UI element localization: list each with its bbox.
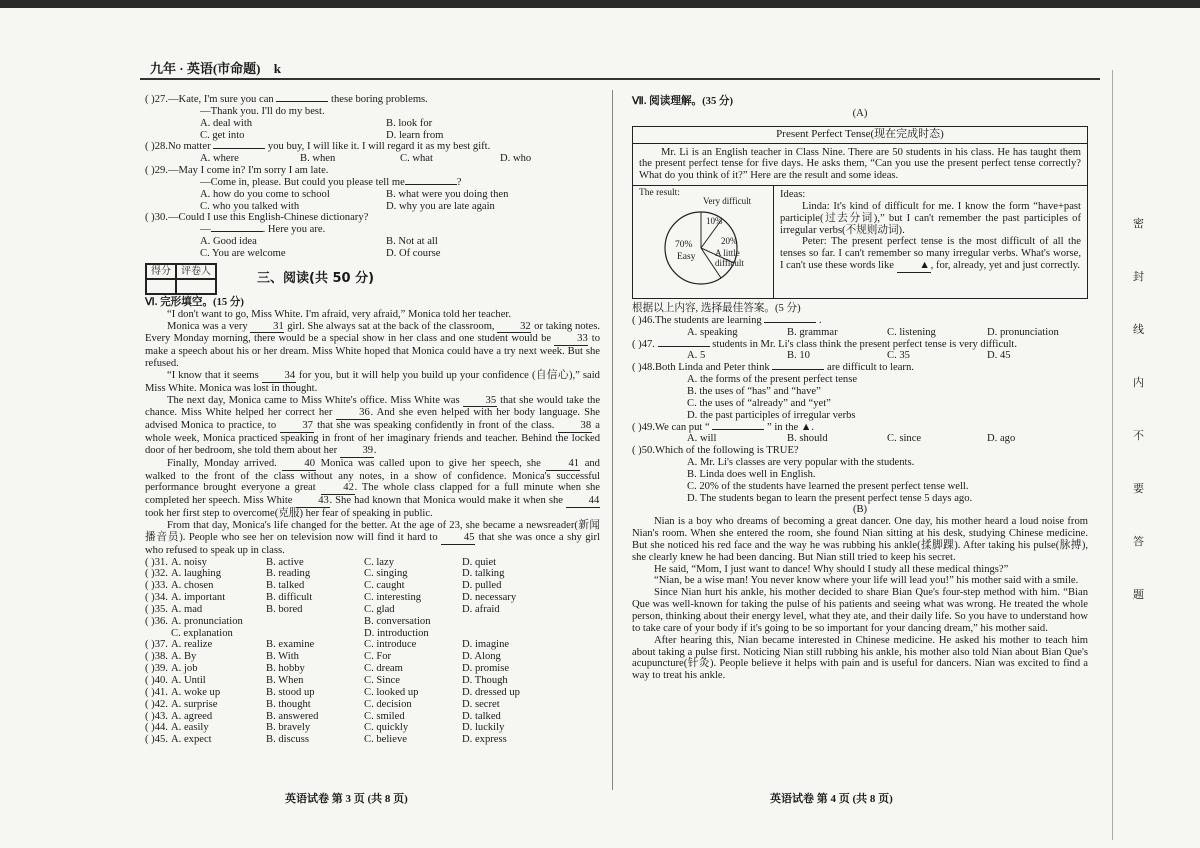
- answer-choice[interactable]: A. surprise: [171, 698, 218, 710]
- answer-choice[interactable]: C. the uses of “already” and “yet”: [687, 397, 831, 409]
- answer-choice[interactable]: B. active: [266, 556, 304, 568]
- answer-choice[interactable]: A. woke up: [171, 686, 221, 698]
- option-row: [145, 557, 600, 569]
- info-box: Present Perfect Tense(现在完成时态) Mr. Li is an English teacher in Class Nine. There are 50 students in his class. He has taught them the present perfect tense for five days. He asks them, “Can you use the present perfect tense correctly? What do you think of it?” Here are the result and some ideas. The result: Very difficult 10% 20% A little difficult 70% Easy Ideas: Linda: It's kind of difficult for me. I know the form “have+past participle(过去分词),” but I can't remember the past participles of irregular verbs(不规则动词). Peter: The present perfect tense is the most difficult of all the tenses so far. I can't remember so many irregular verbs. What's worse, I can't use these words like ▲, for, already, yet and just correctly.: [632, 126, 1088, 299]
- answer-blank[interactable]: [772, 369, 824, 370]
- answer-choice[interactable]: A. the forms of the present perfect tense: [687, 374, 858, 386]
- question-number: ( )31.: [145, 556, 168, 568]
- question-28: ( )28.No matter you buy, I will like it. I will regard it as my best gift. A. where B. when C. what D. who: [145, 141, 532, 165]
- scan-edge: [0, 0, 1200, 8]
- answer-choice[interactable]: [462, 616, 600, 628]
- answer-choice[interactable]: B. With: [266, 651, 299, 663]
- answer-choice[interactable]: D. ago: [987, 433, 1016, 445]
- answer-choice[interactable]: D. afraid: [462, 603, 500, 615]
- question-number: ( )32.: [145, 568, 168, 580]
- answer-choice[interactable]: A. mad: [171, 603, 203, 615]
- header-code: k: [273, 61, 281, 76]
- answer-choice[interactable]: D. Along: [462, 651, 501, 663]
- answer-choice[interactable]: D. talking: [462, 568, 505, 580]
- answer-choice[interactable]: A. chosen: [171, 580, 214, 592]
- answer-choice[interactable]: [266, 628, 364, 640]
- answer-choice[interactable]: C. glad: [364, 603, 395, 615]
- answer-choice[interactable]: D. 45: [987, 350, 1011, 362]
- seal-char: 封: [1133, 270, 1144, 283]
- cloze-options: [145, 557, 600, 747]
- reading-question: ( )48.Both Linda and Peter think are difficult to learn. A. the forms of the present perfect tense B. the uses of “has” and “have” C. the uses of “already” and “yet” D. the past participles of irregular verbs: [632, 362, 1088, 421]
- answer-choice[interactable]: B. stood up: [266, 686, 315, 698]
- answer-choice[interactable]: C. introduce: [364, 639, 417, 651]
- answer-choice[interactable]: C. 35: [887, 350, 910, 362]
- question-number: [145, 628, 171, 640]
- answer-choice[interactable]: C. lazy: [364, 556, 395, 568]
- reading-question: ( )50.Which of the following is TRUE? A. Mr. Li's classes are very popular with the students. B. Linda does well in English. C. 20% of the students have learned the present perfect tense well. D. The students began to learn the present perfect tense 5 days ago.: [632, 445, 1088, 504]
- answer-choice[interactable]: A. easily: [171, 722, 209, 734]
- section-header: [145, 263, 600, 295]
- answer-blank[interactable]: [405, 184, 457, 185]
- option-row: [145, 675, 600, 687]
- page-header: [140, 58, 281, 77]
- answer-choice[interactable]: D. quiet: [462, 556, 497, 568]
- answer-choice[interactable]: C. singing: [364, 568, 408, 580]
- answer-choice[interactable]: C. interesting: [364, 592, 422, 604]
- answer-choice[interactable]: A. By: [171, 651, 197, 663]
- answer-choice[interactable]: B. examine: [266, 639, 315, 651]
- cloze-section: Ⅵ. 完形填空。(15 分) “I don't want to go, Miss White. I'm afraid, very afraid,” Monica told her teacher. Monica was a very 31 girl. She always sat at the back of the classroom, 32 or taking notes. Every Monday morning, there would be a special show in her class and one student would be 33 to make a speech about his or her dream. Miss White hoped that Monica could have a try next week. But she refused. “I know that it seems 34 for you, but it will help you build up your confidence (自信心),” said Miss White. Monica was lost in thought. The next day, Monica came to Miss White's office. Miss White was 35 that she would take the chance. Miss White helped her correct her 36. And she even helped with her body language. She advised Monica to practice, to 37 that she was speaking confidently in front of the class. 38 a whole week, Monica practiced speaking in front of her imaginary friends and teacher. Behind the locked door of her bedroom, she told them about her 39. Finally, Monday arrived. 40 Monica was called upon to give her speech, she 41 and walked to the front of the class without any notes, in a show of confidence. Monica's successful performance brought everyone a great 42. The whole class clapped for a full minute when she completed her speech. Miss White 43. She had known that Monica would make it when she 44 took her first step to overcome(克服) her fear of speaking in public. From that day, Monica's life changed for the better. At the age of 23, she became a newsreader(新闻播音员). People who see her on television now will find it hard to 45 that she was once a shy girl who refused to speak up in class.: [145, 296, 601, 556]
- answer-choice[interactable]: [266, 616, 364, 628]
- question-30: ( )30.—Could I use this English-Chinese dictionary? — . Here you are. A. Good idea B. Not at all C. You are welcome D. Of course: [145, 212, 441, 259]
- option-row: [145, 604, 600, 616]
- section-title: 三、阅读(共 50 分): [257, 270, 375, 286]
- seal-char: 不: [1133, 429, 1144, 442]
- answer-choice[interactable]: B. answered: [266, 710, 319, 722]
- answer-choice[interactable]: D. pulled: [462, 580, 502, 592]
- option-row: [145, 568, 600, 580]
- question-number: ( )33.: [145, 580, 168, 592]
- question-27: ( )27.—Kate, I'm sure you can these boring problems. —Thank you. I'll do my best. A. deal with B. look for C. get into D. learn from: [145, 94, 444, 141]
- option-row: [145, 687, 600, 699]
- answer-choice[interactable]: C. explanation: [171, 627, 233, 639]
- answer-choice[interactable]: A. speaking: [687, 326, 738, 338]
- answer-choice[interactable]: B. difficult: [266, 592, 313, 604]
- answer-choice[interactable]: C. since: [887, 433, 922, 445]
- answer-choice[interactable]: D. luckily: [462, 722, 505, 734]
- option-row: [145, 639, 600, 651]
- seal-char: 要: [1133, 482, 1144, 495]
- answer-blank[interactable]: [712, 429, 764, 430]
- score-box: 得分 评卷人: [145, 263, 217, 295]
- triangle-blank[interactable]: ▲: [897, 260, 931, 273]
- answer-choice[interactable]: B. bravely: [266, 722, 311, 734]
- answer-choice[interactable]: D. the past participles of irregular verbs: [687, 409, 856, 421]
- answer-choice[interactable]: C. dream: [364, 663, 403, 675]
- reading-question: ( )46.The students are learning . A. speaking B. grammar C. listening D. pronunciation: [632, 315, 1088, 339]
- option-row: [145, 616, 600, 628]
- option-row: [145, 651, 600, 663]
- question-number: ( )41.: [145, 686, 168, 698]
- answer-choice[interactable]: D. express: [462, 734, 507, 746]
- answer-choice[interactable]: A. pronunciation: [171, 615, 243, 627]
- answer-choice[interactable]: D. pronunciation: [987, 326, 1059, 338]
- question-number: ( )35.: [145, 603, 168, 615]
- answer-choice[interactable]: A. 5: [687, 350, 706, 362]
- answer-choice[interactable]: C. quickly: [364, 722, 409, 734]
- passage-b: Nian is a boy who dreams of becoming a great dancer. One day, his mother heard a loud noise from Nian's room. When she entered the room, she found Nian sitting at his desk, studying Chinese medicine. But she noticed his red face and the way he was rubbing his ankle(揉脚踝). After taking his pulse(脉搏), she clearly knew he had been dancing. But Nian still tried to keep his secret. He said, “Mom, I just want to dance! Why should I study all these medical things?” “Nian, be a wise man! You never know where your life will lead you!” his mother said with a smile. Since Nian hurt his ankle, his mother decided to share Bian Que's four-step method with him. “Bian Que was well-known for taking the pulse of his patients and seeing what was wrong. He treated the whole person, thinking about their energy level, what they ate, and their daily life. So you have to understand how to take care of your body if it's going to be so important for your dancing dream,” his mother said. After hearing this, Nian became interested in Chinese medicine. He asked his mother to teach him about taking a pulse first. Noticing Nian still rubbing his ankle, his mother also told Nian about Bian Que's acupuncture(针灸). People believe it helps with pain and is useful for dancers. Nian was excited to find a way to treat his ankle.: [632, 516, 1088, 682]
- answer-choice[interactable]: B. bored: [266, 603, 303, 615]
- answer-choice[interactable]: A. Mr. Li's classes are very popular with the students.: [687, 457, 915, 469]
- answer-choice[interactable]: B. the uses of “has” and “have”: [687, 385, 821, 397]
- footer-page3: 英语试卷 第 3 页 (共 8 页): [285, 793, 408, 805]
- answer-choice[interactable]: D. talked: [462, 710, 501, 722]
- answer-choice[interactable]: A. expect: [171, 734, 212, 746]
- answer-choice[interactable]: B. discuss: [266, 734, 309, 746]
- answer-choice[interactable]: B. grammar: [787, 326, 838, 338]
- seal-char: 内: [1133, 376, 1144, 389]
- answer-blank[interactable]: [276, 101, 328, 102]
- answer-choice[interactable]: D. promise: [462, 663, 510, 675]
- answer-choice[interactable]: B. hobby: [266, 663, 305, 675]
- answer-choice[interactable]: A. job: [171, 663, 198, 675]
- seal-char: 题: [1133, 588, 1144, 601]
- answer-choice[interactable]: D. imagine: [462, 639, 510, 651]
- question-number: ( )45.: [145, 734, 168, 746]
- answer-choice[interactable]: C. Since: [364, 674, 400, 686]
- option-row: [145, 711, 600, 723]
- answer-choice[interactable]: B. conversation: [364, 615, 431, 627]
- question-number: ( )44.: [145, 722, 168, 734]
- question-number: ( )40.: [145, 674, 168, 686]
- answer-choice[interactable]: C. looked up: [364, 686, 419, 698]
- answer-choice[interactable]: B. talked: [266, 580, 305, 592]
- answer-choice[interactable]: C. decision: [364, 698, 412, 710]
- answer-choice[interactable]: D. necessary: [462, 592, 517, 604]
- option-row: [145, 663, 600, 675]
- answer-choice[interactable]: C. 20% of the students have learned the present perfect tense well.: [687, 480, 969, 492]
- seal-char: 线: [1133, 323, 1144, 336]
- question-29: ( )29.—May I come in? I'm sorry I am late. —Come in, please. But could you please tell me ? A. how do you come to school B. what were you doing then C. who you talked with D. why you are late again: [145, 165, 509, 212]
- seal-char: 答: [1133, 535, 1144, 548]
- answer-choice[interactable]: C. caught: [364, 580, 405, 592]
- option-row: [145, 592, 600, 604]
- answer-choice[interactable]: B. When: [266, 674, 304, 686]
- footer-page4: 英语试卷 第 4 页 (共 8 页): [770, 793, 893, 805]
- answer-choice[interactable]: C. believe: [364, 734, 407, 746]
- answer-blank[interactable]: [211, 231, 263, 232]
- result-pie-chart: The result: Very difficult 10% 20% A little difficult 70% Easy: [633, 186, 774, 298]
- left-column: [145, 94, 600, 746]
- header-title: 九年 · 英语(市命题): [150, 61, 261, 76]
- answer-choice[interactable]: B. Linda does well in English.: [687, 468, 816, 480]
- answer-choice[interactable]: A. important: [171, 592, 226, 604]
- column-divider: [612, 90, 613, 790]
- reading-heading: Ⅶ. 阅读理解。(35 分): [632, 96, 734, 107]
- answer-choice[interactable]: A. realize: [171, 639, 213, 651]
- reading-question: ( )49.We can put “ ” in the ▲. A. will B. should C. since D. ago: [632, 422, 1088, 446]
- answer-choice[interactable]: D. introduction: [364, 627, 429, 639]
- question-number: ( )34.: [145, 592, 168, 604]
- answer-choice[interactable]: A. laughing: [171, 568, 222, 580]
- answer-blank[interactable]: [658, 346, 710, 347]
- answer-choice[interactable]: [462, 628, 600, 640]
- answer-choice[interactable]: A. Until: [171, 674, 206, 686]
- answer-choice[interactable]: A. will: [687, 433, 717, 445]
- answer-choice[interactable]: D. The students began to learn the present perfect tense 5 days ago.: [687, 492, 973, 504]
- answer-choice[interactable]: A. agreed: [171, 710, 213, 722]
- question-number: ( )38.: [145, 651, 168, 663]
- answer-choice[interactable]: B. should: [787, 433, 828, 445]
- answer-choice[interactable]: D. dressed up: [462, 686, 520, 698]
- option-row: [145, 699, 600, 711]
- answer-choice[interactable]: C. listening: [887, 326, 936, 338]
- question-number: ( )36.: [145, 615, 168, 627]
- answer-choice[interactable]: B. reading: [266, 568, 311, 580]
- question-number: ( )37.: [145, 639, 168, 651]
- option-row: [145, 580, 600, 592]
- reading-questions: [632, 315, 1088, 505]
- answer-choice[interactable]: C. smiled: [364, 710, 405, 722]
- answer-choice[interactable]: D. Though: [462, 674, 508, 686]
- header-rule: [140, 78, 1100, 80]
- answer-blank[interactable]: [764, 322, 816, 323]
- question-number: ( )42.: [145, 698, 168, 710]
- option-row: [145, 722, 600, 734]
- question-number: ( )39.: [145, 663, 168, 675]
- answer-choice[interactable]: A. noisy: [171, 556, 207, 568]
- binding-line: [1112, 70, 1113, 840]
- option-row: [145, 628, 600, 640]
- answer-blank[interactable]: [213, 148, 265, 149]
- answer-choice[interactable]: B. 10: [787, 350, 810, 362]
- answer-choice[interactable]: B. thought: [266, 698, 311, 710]
- seal-char: 密: [1133, 217, 1144, 230]
- question-number: ( )43.: [145, 710, 168, 722]
- reading-question: ( )47. students in Mr. Li's class think the present perfect tense is very difficult. A. 5 B. 10 C. 35 D. 45: [632, 339, 1088, 363]
- answer-choice[interactable]: D. secret: [462, 698, 500, 710]
- option-row: [145, 734, 600, 746]
- right-column: Ⅶ. 阅读理解。(35 分) (A) Present Perfect Tense(现在完成时态) Mr. Li is an English teacher in Class Nine. There are 50 students in his class. He has taught them the present perfect tense for five days. He asks them, “Can you use the present perfect tense correctly? What do you think of it?” Here are the result and some ideas. The result: Very difficult 10% 20% A little difficult 70% Easy Ideas: Linda: It's kind of difficult for me. I know the form “have+past participle(过去分词),” but I can't remember the past participles of irregular verbs(不规则动词). Peter: The present perfect tense is the most difficult of all the tenses so far. I can't remember so many irregular verbs. What's worse, I can't use these words like ▲, for, already, yet and just correctly. 根据以上内容, 选择最佳答案。(5 分) ( )46.The students are learning . A. speaking B. grammar C. listening D. pronunciation ( )47. students in Mr. Li's class think the present perfect tense is very difficult. A. 5 B. 10 C. 35 D. 45 ( )48.Both Linda and Peter think are difficult to learn. A. the forms of the present perfect tense B. the uses of “has” and “have” C. the uses of “already” and “yet” D. the past participles of irregular verbs ( )49.We can put “ ” in the ▲. A. will B. should C. since D. ago ( )50.Which of the following is TRUE? A. Mr. Li's classes are very popular with the students. B. Linda does well in English. C. 20% of the students have learned the present perfect tense well. D. The students began to learn the present perfect tense 5 days ago. (B) Nian is a boy who dreams of becoming a great dancer. One day, his mother heard a loud noise from Nian's room. When she entered the room, she found Nian sitting at his desk, studying Chinese medicine. But she noticed his red face and the way he was rubbing his ankle(揉脚踝). After taking his pulse(脉搏), she clearly knew he had been dancing. But Nian still tried to keep his secret. He said, “Mom, I just want to dance! Why should I study all these medical things?” “Nian, be a wise man! You never know where your life will lead you!” his mother said with a smile. Since Nian hurt his ankle, his mother decided to share Bian Que's four-step method with him. “Bian Que was well-known for taking the pulse of his patients and seeing what was wrong. He treated the whole person, thinking about their energy level, what they ate, and their daily life. So you have to understand how to take care of your body if it's going to be so important for your dancing dream,” his mother said. After hearing this, Nian became interested in Chinese medicine. He asked his mother to teach him about taking a pulse first. Noticing Nian still rubbing his ankle, his mother also told Nian about Bian Que's acupuncture(针灸). People believe it helps with pain and is useful for dancers. Nian was excited to find a way to treat his ankle.: [632, 96, 1088, 682]
- cloze-heading: Ⅵ. 完形填空。(15 分): [145, 296, 244, 308]
- answer-choice[interactable]: C. For: [364, 651, 392, 663]
